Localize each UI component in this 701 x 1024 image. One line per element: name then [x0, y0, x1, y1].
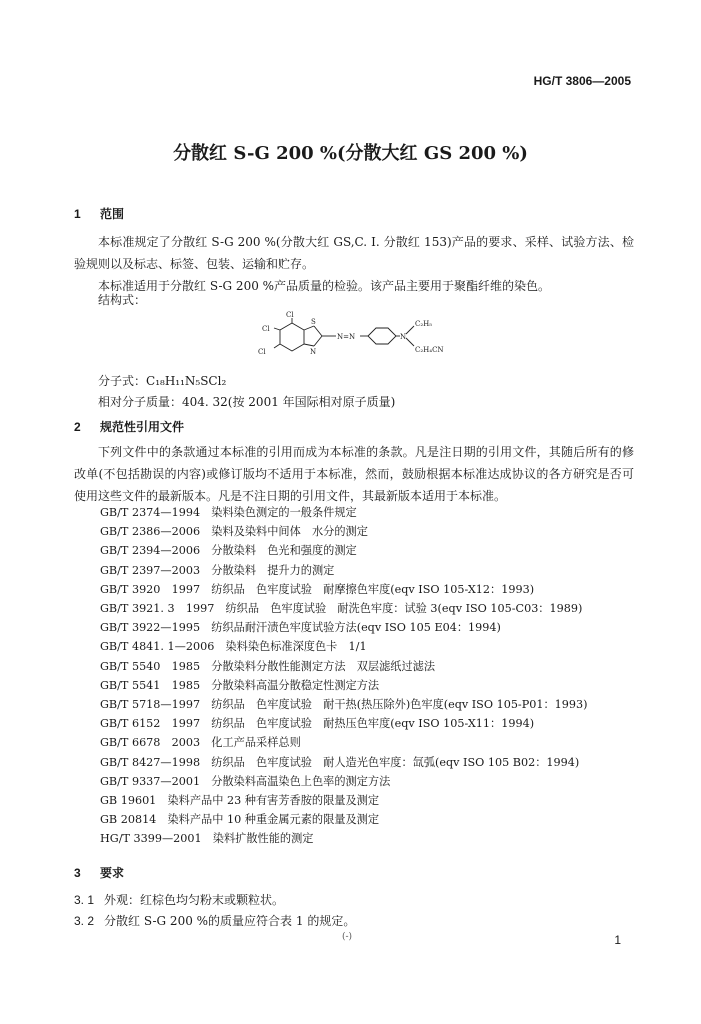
reference-item: GB/T 5718—1997 纺织品 色牢度试验 耐干热(热压除外)色牢度(eqv ISO 105-P01：1993): [100, 698, 588, 712]
section-3-number: 3: [74, 866, 81, 880]
footer-mark: (-): [342, 932, 353, 942]
reference-item: GB/T 6678 2003 化工产品采样总则: [100, 736, 301, 750]
section-3-title: 要求: [100, 866, 125, 880]
reference-list: [100, 503, 588, 849]
reference-item: GB/T 2397—2003 分散染料 提升力的测定: [100, 563, 335, 577]
reference-item: GB/T 9337—2001 分散染料高温染色上色率的测定方法: [100, 774, 391, 788]
structural-formula: [250, 308, 460, 368]
requirement-item-3-2: [74, 912, 355, 929]
benzene-ring: [280, 323, 304, 351]
amine-n-label: N: [400, 333, 407, 341]
reference-item: GB/T 8427—1998 纺织品 色牢度试验 耐人造光色牢度：氙弧(eqv ISO 105 B02：1994): [100, 755, 580, 769]
requirement-text: 分散红 S-G 200 %的质量应符合表 1 的规定。: [104, 914, 356, 928]
molecular-formula: [98, 372, 226, 389]
standard-number: HG/T 3806—2005: [533, 74, 631, 88]
scope-paragraph-1: 本标准规定了分散红 S-G 200 %(分散大红 GS,C. I. 分散红 153)产品的要求、采样、试验方法、检验规则以及标志、标签、包装、运输和贮存。: [74, 235, 634, 271]
requirement-number: 3. 1: [74, 893, 95, 907]
section-3-heading: [74, 864, 124, 881]
reference-item: GB/T 2394—2006 分散染料 色光和强度的测定: [100, 544, 357, 558]
reference-item: GB/T 2374—1994 染料染色测定的一般条件规定: [100, 506, 357, 519]
reference-item: GB 19601 染料产品中 23 种有害芳香胺的限量及测定: [100, 794, 380, 808]
phenyl-ring: [368, 328, 396, 344]
azo-label: N=N: [337, 333, 356, 341]
requirement-item-3-1: [74, 891, 284, 908]
section-1-heading: [74, 205, 124, 222]
cyanoethyl-label: C₂H₄CN: [415, 346, 444, 354]
ethyl-label: C₂H₅: [415, 320, 433, 328]
normative-references-paragraph: 下列文件中的条款通过本标准的引用而成为本标准的条款。凡是注日期的引用文件，其随后所有的修改单(不包括勘误的内容)或修订版均不适用于本标准，然而，鼓励根据本标准达成协议的各方研究是否可使用这些文件的最新版本。凡是不注日期的引用文件，其最新版本适用于本标准。: [74, 445, 634, 503]
reference-item: GB/T 4841. 1—2006 染料染色标准深度色卡 1/1: [100, 640, 367, 654]
page-title: 分散红 S-G 200 %(分散大红 GS 200 %): [173, 143, 528, 164]
reference-item: GB/T 2386—2006 染料及染料中间体 水分的测定: [100, 525, 368, 539]
chlorine-left-label: Cl: [262, 325, 270, 333]
sulfur-label: S: [311, 318, 316, 326]
reference-item: GB/T 5540 1985 分散染料分散性能测定方法 双层滤纸过滤法: [100, 659, 436, 673]
thiazole-n-label: N: [310, 348, 317, 356]
reference-item: GB/T 3922—1995 纺织品耐汗渍色牢度试验方法(eqv ISO 105 E04：1994): [100, 621, 501, 635]
requirement-text: 外观：红棕色均匀粉末或颗粒状。: [104, 893, 285, 907]
scope-paragraph-2: 本标准适用于分散红 S-G 200 %产品质量的检验。该产品主要用于聚酯纤维的染色。: [98, 279, 551, 293]
reference-item: GB/T 3921. 3 1997 纺织品 色牢度试验 耐洗色牢度：试验 3(eqv ISO 105-C03：1989): [100, 602, 583, 616]
chlorine-top-label: Cl: [286, 311, 294, 319]
requirement-number: 3. 2: [74, 914, 95, 928]
reference-item: GB 20814 染料产品中 10 种重金属元素的限量及测定: [100, 813, 380, 827]
reference-item: GB/T 5541 1985 分散染料高温分散稳定性测定方法: [100, 678, 380, 692]
page-number: 1: [614, 933, 621, 947]
reference-item: GB/T 6152 1997 纺织品 色牢度试验 耐热压色牢度(eqv ISO 105-X11：1994): [100, 717, 535, 731]
reference-item: HG/T 3399—2001 染料扩散性能的测定: [100, 832, 314, 846]
formula-value: C₁₈H₁₁N₅SCl₂: [146, 374, 227, 388]
structure-label: 结构式：: [98, 293, 147, 307]
section-2-title: 规范性引用文件: [100, 420, 185, 434]
section-1-number: 1: [74, 207, 81, 221]
reference-item: GB/T 3920 1997 纺织品 色牢度试验 耐摩擦色牢度(eqv ISO 105-X12：1993): [100, 582, 535, 596]
molecular-mass: 相对分子质量：404. 32(按 2001 年国际相对原子质量): [98, 395, 396, 409]
formula-label: 分子式：: [98, 374, 147, 388]
chlorine-bottom-label: Cl: [258, 348, 266, 356]
section-2-heading: [74, 418, 184, 435]
section-2-number: 2: [74, 420, 81, 434]
section-1-title: 范围: [100, 207, 125, 221]
